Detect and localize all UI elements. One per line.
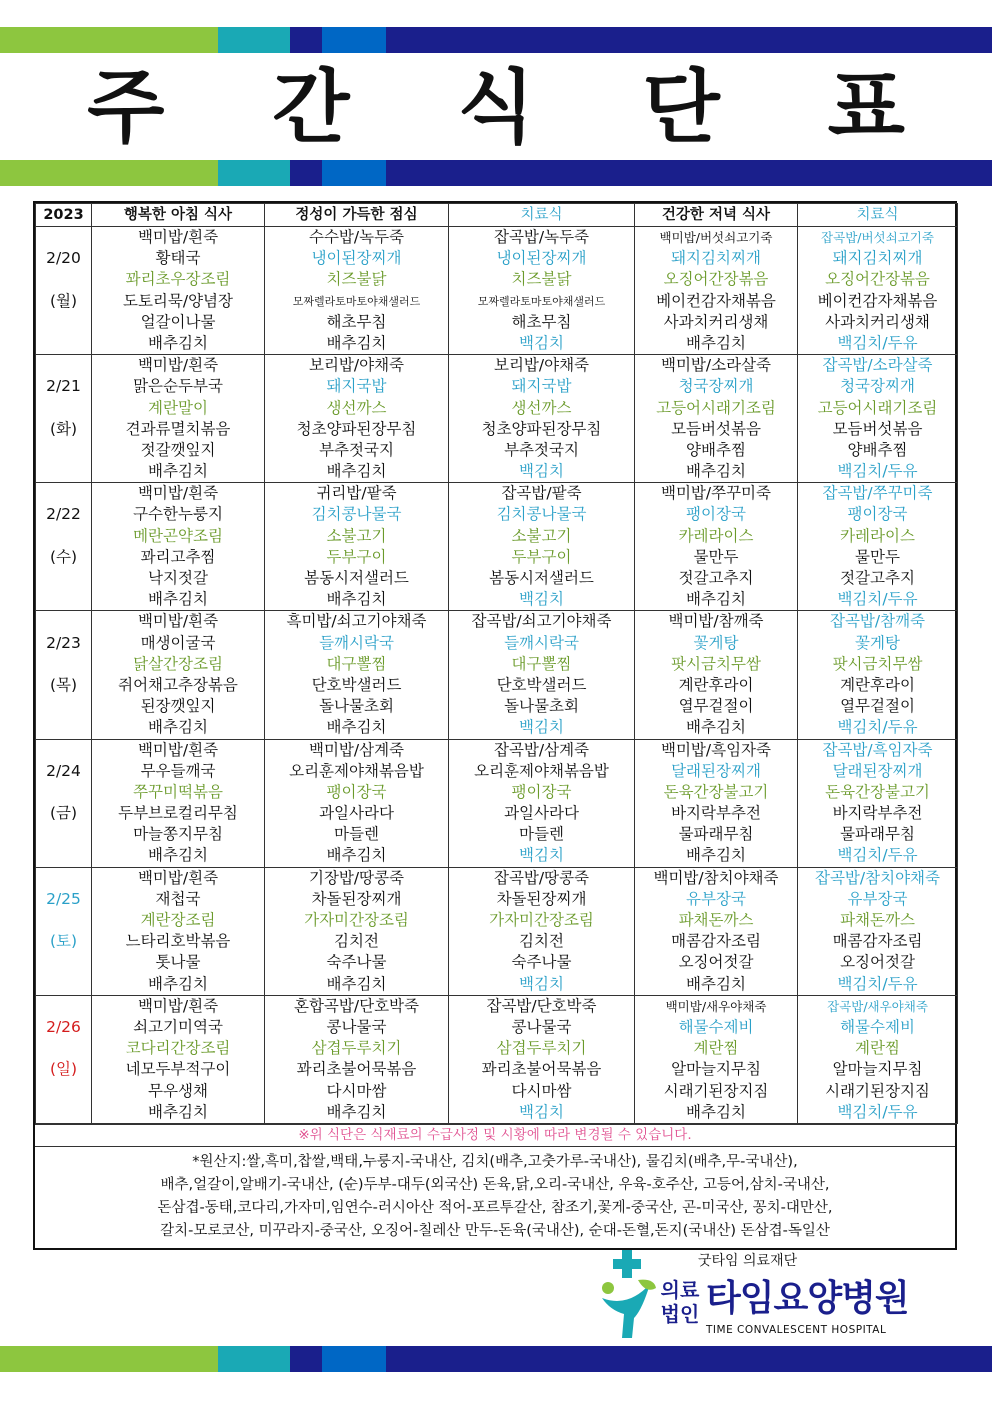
menu-item: 배추김치 — [148, 718, 208, 737]
menu-item: 해물수제비 — [840, 1017, 915, 1036]
menu-item: 무우들깨국 — [140, 761, 216, 780]
header-lunch-therapy: 치료식 — [449, 204, 635, 227]
menu-item: 팽이장국 — [686, 505, 746, 524]
menu-item: 도토리묵/양념장 — [122, 291, 234, 310]
meal-cell — [92, 995, 265, 1123]
menu-item: 두부구이 — [326, 547, 387, 566]
day-weekday: (화) — [49, 419, 78, 438]
menu-item: 백미밥/삼계죽 — [308, 740, 405, 759]
menu-item: 잡곡밥/단호박죽 — [486, 996, 597, 1015]
menu-item: 파채돈까스 — [678, 911, 754, 929]
menu-item: 꽈리초불어묵볶음 — [296, 1060, 417, 1079]
day-row — [36, 355, 958, 483]
menu-item: 코다리간장조림 — [125, 1039, 231, 1058]
day-date: 2/22 — [46, 505, 81, 524]
menu-item: 다시마쌈 — [326, 1081, 387, 1100]
menu-item: 팽이장국 — [511, 782, 572, 801]
menu-item: 계란말이 — [148, 398, 208, 417]
menu-item: 잡곡밥/참깨죽 — [829, 612, 926, 631]
menu-item: 물만두 — [855, 547, 900, 566]
menu-item: 백미밥/흰죽 — [137, 740, 219, 759]
menu-item: 부추젓국지 — [504, 440, 579, 459]
menu-item: 팟시금치무쌈 — [671, 654, 761, 673]
menu-item: 청초양파된장무침 — [296, 419, 417, 438]
day-cell — [36, 611, 92, 739]
menu-item: 돈육간장불고기 — [825, 782, 930, 801]
menu-item: 귀리밥/팥죽 — [316, 484, 397, 503]
menu-item: 파채돈까스 — [840, 911, 915, 929]
menu-item: 돼지국밥 — [326, 377, 387, 396]
menu-item: 시래기된장지짐 — [825, 1081, 930, 1100]
meal-cell — [798, 227, 958, 355]
menu-item: 백미밥/흰죽 — [137, 612, 219, 631]
menu-item: 쥐어채고추장볶음 — [118, 675, 238, 694]
menu-item: 마늘쫑지무침 — [133, 825, 223, 844]
menu-item: 배추김치 — [686, 974, 746, 993]
meal-cell — [798, 995, 958, 1123]
menu-item: 쭈꾸미떡볶음 — [133, 782, 223, 801]
menu-item: 배추김치 — [686, 718, 746, 737]
menu-item: 바지락부추전 — [671, 804, 761, 823]
menu-item: 청국장찌개 — [678, 377, 754, 396]
menu-item: 카레라이스 — [678, 526, 754, 545]
foundation-name: 굿타임 의료재단 — [698, 1253, 798, 1269]
meal-cell — [449, 995, 635, 1123]
menu-item: 젓갈고추지 — [678, 569, 754, 587]
menu-item: 사과치커리생채 — [663, 312, 769, 331]
table-header-row — [36, 204, 958, 227]
menu-item: 유부장국 — [686, 889, 746, 908]
meal-cell — [798, 611, 958, 739]
meal-cell — [635, 355, 798, 483]
meal-cell — [449, 867, 635, 995]
menu-item: 돈육간장불고기 — [663, 782, 769, 801]
menu-item: 매콤감자조림 — [671, 932, 761, 951]
menu-item: 계란찜 — [693, 1039, 739, 1058]
menu-item: 백김치 — [519, 590, 564, 609]
meal-cell — [449, 483, 635, 611]
menu-item: 혼합곡밥/단호박죽 — [293, 996, 419, 1015]
origin-info — [35, 1146, 955, 1248]
menu-item: 백김치 — [519, 718, 564, 737]
day-row — [36, 483, 958, 611]
menu-item: 돼지국밥 — [511, 377, 572, 396]
day-row — [36, 611, 958, 739]
menu-item: 계란찜 — [855, 1039, 900, 1058]
menu-item: 배추김치 — [148, 1102, 208, 1121]
day-weekday: (목) — [49, 675, 78, 694]
menu-item: 가자미간장조림 — [304, 911, 409, 929]
menu-item: 견과류멸치볶음 — [125, 419, 231, 438]
day-cell — [36, 995, 92, 1123]
menu-item: 얼갈이나물 — [140, 312, 216, 331]
menu-item: 돌나물초회 — [504, 697, 579, 716]
menu-item: 봄동시저샐러드 — [304, 569, 409, 587]
menu-item: 톳나물 — [155, 953, 201, 972]
menu-item: 삼겹두루치기 — [496, 1039, 587, 1058]
menu-item: 계란후라이 — [840, 675, 915, 694]
menu-item: 양배추찜 — [847, 440, 908, 459]
origin-line: 배추,얼갈이,알배기-국내산, (순)두부-대두(외국산) 돈육,닭,오리-국내산, 우육-호주산, 고등어,삼치-국내산, — [160, 1176, 830, 1193]
menu-item: 젓갈깻잎지 — [140, 440, 216, 459]
menu-item: 모짜렐라토마토야채샐러드 — [477, 294, 606, 308]
menu-item: 백미밥/흰죽 — [137, 484, 219, 503]
hospital-logo — [598, 1248, 968, 1340]
menu-item: 꽃게탕 — [855, 633, 900, 652]
menu-item: 냉이된장찌개 — [311, 249, 402, 268]
menu-item: 배추김치 — [686, 462, 746, 481]
meal-cell — [265, 483, 449, 611]
meal-cell — [798, 355, 958, 483]
menu-item: 알마늘지무침 — [671, 1060, 761, 1079]
notice-text: ※위 식단은 식재료의 수급사정 및 시황에 따라 변경될 수 있습니다. — [35, 1124, 955, 1146]
menu-item: 삼겹두루치기 — [311, 1039, 402, 1058]
day-weekday: (일) — [49, 1060, 78, 1079]
hospital-name: 타임요양병원 — [706, 1278, 909, 1319]
menu-item: 콩나물국 — [511, 1017, 572, 1036]
meal-cell — [635, 739, 798, 867]
menu-item: 백미밥/흰죽 — [137, 356, 219, 375]
meal-cell — [265, 355, 449, 483]
menu-item: 두부브로컬리무침 — [118, 804, 238, 823]
meal-cell — [92, 227, 265, 355]
menu-item: 시래기된장지짐 — [663, 1081, 769, 1100]
menu-item: 계란후라이 — [678, 675, 754, 694]
header-year: 2023 — [36, 204, 92, 227]
menu-item: 백김치/두유 — [837, 974, 918, 993]
meal-cell — [92, 867, 265, 995]
menu-item: 다시마쌈 — [511, 1081, 572, 1100]
menu-item: 팟시금치무쌈 — [832, 654, 923, 673]
menu-item: 잡곡밥/버섯쇠고기죽 — [821, 230, 934, 245]
menu-item: 해초무침 — [511, 312, 572, 331]
menu-item: 계란장조림 — [140, 911, 216, 929]
menu-item: 유부장국 — [847, 889, 908, 908]
meal-cell — [92, 483, 265, 611]
day-row — [36, 995, 958, 1123]
menu-item: 느타리호박볶음 — [125, 932, 231, 951]
menu-item: 김치전 — [519, 932, 564, 951]
menu-item: 배추김치 — [686, 590, 746, 609]
day-date: 2/20 — [46, 249, 81, 268]
header-breakfast: 행복한 아침 식사 — [92, 204, 265, 227]
menu-item: 배추김치 — [686, 333, 746, 352]
day-cell — [36, 483, 92, 611]
meal-cell — [635, 483, 798, 611]
day-date: 2/26 — [46, 1017, 81, 1036]
meal-cell — [92, 611, 265, 739]
menu-item: 콩나물국 — [326, 1017, 387, 1036]
hospital-cross-person-icon — [598, 1248, 658, 1340]
day-date: 2/23 — [46, 633, 81, 652]
menu-item: 백미밥/흑임자죽 — [660, 740, 772, 759]
menu-item: 단호박샐러드 — [496, 675, 587, 694]
menu-item: 잡곡밥/새우야채죽 — [827, 998, 928, 1014]
day-cell — [36, 227, 92, 355]
menu-item: 맑은순두부국 — [133, 377, 223, 396]
menu-item: 돌나물초회 — [319, 697, 394, 716]
menu-item: 백김치/두유 — [837, 590, 918, 609]
menu-item: 과일사라다 — [319, 804, 394, 823]
menu-item: 황태국 — [155, 249, 201, 268]
menu-item: 잡곡밥/녹두죽 — [493, 228, 590, 246]
menu-item: 김치전 — [334, 932, 379, 951]
day-row — [36, 227, 958, 355]
meal-cell — [265, 611, 449, 739]
menu-item: 들깨시락국 — [504, 633, 579, 652]
menu-item: 오징어젓갈 — [840, 953, 915, 972]
menu-item: 김치콩나물국 — [496, 505, 587, 524]
menu-item: 오리훈제야채볶음밥 — [289, 761, 424, 780]
menu-item: 배추김치 — [326, 846, 387, 865]
menu-item: 배추김치 — [148, 974, 208, 993]
menu-item: 소불고기 — [326, 526, 387, 545]
day-date: 2/24 — [46, 761, 81, 780]
meal-cell — [265, 995, 449, 1123]
menu-item: 숙주나물 — [326, 953, 387, 972]
meal-cell — [92, 739, 265, 867]
day-row — [36, 739, 958, 867]
menu-item: 단호박샐러드 — [311, 675, 402, 694]
menu-item: 배추김치 — [326, 718, 387, 737]
menu-item: 치즈불닭 — [326, 270, 387, 289]
menu-item: 카레라이스 — [840, 526, 915, 545]
origin-line: *원산지:쌀,흑미,찹쌀,백태,누룽지-국내산, 김치(배추,고춧가루-국내산), 물김치(배추,무-국내산), — [192, 1153, 798, 1170]
menu-item: 물만두 — [693, 547, 739, 566]
menu-item: 매생이굴국 — [140, 633, 216, 652]
menu-item: 백미밥/참깨죽 — [668, 612, 764, 631]
day-date: 2/25 — [46, 889, 81, 908]
menu-item: 잡곡밥/삼계죽 — [493, 740, 590, 759]
menu-item: 잡곡밥/쇠고기야채죽 — [471, 612, 612, 631]
menu-item: 치즈불닭 — [511, 270, 572, 289]
menu-item: 낙지젓갈 — [148, 569, 208, 587]
menu-item: 배추김치 — [326, 590, 387, 609]
menu-item: 대구뽈찜 — [326, 654, 387, 673]
menu-item: 매콤감자조림 — [832, 932, 923, 951]
menu-item: 숙주나물 — [511, 953, 572, 972]
menu-item: 차돌된장찌개 — [311, 889, 402, 908]
menu-item: 배추김치 — [686, 846, 746, 865]
menu-item: 꽃게탕 — [693, 633, 739, 652]
menu-item: 보리밥/야채죽 — [308, 356, 405, 375]
meal-cell — [265, 739, 449, 867]
menu-item: 소불고기 — [511, 526, 572, 545]
meal-cell — [635, 867, 798, 995]
origin-line: 갈치-모로코산, 미꾸라지-중국산, 오징어-칠레산 만두-돈육(국내산), 순대-돈혈,돈지(국내산) 돈삼겹-독일산 — [160, 1222, 830, 1239]
menu-item: 배추김치 — [148, 846, 208, 865]
day-cell — [36, 355, 92, 483]
header-dinner: 건강한 저녁 식사 — [635, 204, 798, 227]
hospital-english-name: TIME CONVALESCENT HOSPITAL — [706, 1324, 887, 1336]
menu-item: 모듬버섯볶음 — [671, 419, 761, 438]
menu-item: 백미밥/흰죽 — [137, 868, 219, 887]
menu-item: 생선까스 — [326, 398, 387, 417]
menu-item: 백미밥/소라살죽 — [660, 356, 772, 375]
menu-item: 과일사라다 — [504, 804, 579, 823]
menu-item: 사과치커리생채 — [825, 312, 930, 331]
day-weekday: (금) — [49, 804, 78, 823]
menu-item: 백김치 — [519, 974, 564, 993]
menu-item: 고등어시래기조림 — [656, 398, 776, 417]
menu-item: 바지락부추전 — [832, 804, 923, 823]
menu-item: 알마늘지무침 — [832, 1060, 923, 1079]
menu-item: 배추김치 — [148, 590, 208, 609]
menu-item: 돼지김치찌개 — [832, 249, 923, 268]
meal-cell — [635, 227, 798, 355]
menu-item: 백김치/두유 — [837, 462, 918, 481]
header-dinner-therapy: 치료식 — [798, 204, 958, 227]
menu-item: 달래된장찌개 — [671, 761, 761, 780]
meal-cell — [449, 355, 635, 483]
menu-item: 부추젓국지 — [319, 440, 394, 459]
menu-item: 해물수제비 — [678, 1017, 754, 1036]
menu-item: 두부구이 — [511, 547, 572, 566]
menu-item: 백김치 — [519, 846, 564, 865]
menu-item: 모듬버섯볶음 — [832, 419, 923, 438]
menu-item: 가자미간장조림 — [489, 911, 594, 929]
day-weekday: (수) — [49, 547, 78, 566]
menu-item: 대구뽈찜 — [511, 654, 572, 673]
menu-item: 꽈리초불어묵볶음 — [481, 1060, 602, 1079]
day-row — [36, 867, 958, 995]
menu-item: 냉이된장찌개 — [496, 249, 587, 268]
meal-cell — [92, 355, 265, 483]
meal-cell — [265, 227, 449, 355]
meal-cell — [798, 739, 958, 867]
day-date: 2/21 — [46, 377, 81, 396]
day-weekday: (월) — [49, 291, 78, 310]
menu-item: 배추김치 — [326, 462, 387, 481]
menu-item: 닭살간장조림 — [133, 654, 223, 673]
menu-item: 배추김치 — [326, 974, 387, 993]
menu-item: 잡곡밥/땅콩죽 — [493, 868, 590, 887]
menu-item: 열무겉절이 — [678, 697, 754, 716]
menu-item: 달래된장찌개 — [832, 761, 923, 780]
corp-label: 의료 법인 — [660, 1278, 700, 1326]
menu-item: 봄동시저샐러드 — [489, 569, 594, 587]
menu-item: 잡곡밥/소라살죽 — [822, 356, 933, 375]
menu-item: 차돌된장찌개 — [496, 889, 587, 908]
menu-item: 배추김치 — [326, 1102, 387, 1121]
menu-item: 백김치 — [519, 462, 564, 481]
page-title: 주 간 식 단 표 — [87, 61, 945, 154]
menu-item: 김치콩나물국 — [311, 505, 402, 524]
menu-item: 모짜렐라토마토야채샐러드 — [292, 294, 421, 308]
menu-item: 꽈리초우장조림 — [125, 270, 231, 289]
meal-cell — [449, 739, 635, 867]
menu-item: 고등어시래기조림 — [817, 398, 938, 417]
menu-item: 청초양파된장무침 — [481, 419, 602, 438]
meal-cell — [635, 995, 798, 1123]
menu-item: 생선까스 — [511, 398, 572, 417]
menu-item: 돼지김치찌개 — [671, 249, 761, 268]
menu-item: 배추김치 — [148, 462, 208, 481]
menu-item: 물파래무침 — [678, 825, 754, 844]
meal-cell — [635, 611, 798, 739]
menu-item: 백미밥/흰죽 — [137, 228, 219, 246]
menu-item: 잡곡밥/흑임자죽 — [822, 740, 933, 759]
menu-item: 오리훈제야채볶음밥 — [474, 761, 609, 780]
menu-item: 해초무침 — [326, 312, 387, 331]
menu-item: 배추김치 — [148, 333, 208, 352]
menu-item: 수수밥/녹두죽 — [308, 228, 405, 246]
menu-item: 양배추찜 — [686, 440, 746, 459]
menu-item: 잡곡밥/팥죽 — [501, 484, 582, 503]
meal-cell — [449, 227, 635, 355]
menu-item: 잡곡밥/참치야채죽 — [814, 868, 940, 887]
menu-item: 기장밥/땅콩죽 — [308, 868, 405, 887]
menu-item: 물파래무침 — [840, 825, 915, 844]
menu-item: 백김치 — [519, 333, 564, 352]
menu-item: 백김치/두유 — [837, 846, 918, 865]
meal-cell — [265, 867, 449, 995]
menu-item: 팽이장국 — [326, 782, 387, 801]
menu-item: 배추김치 — [686, 1102, 746, 1121]
menu-item: 재첩국 — [155, 889, 201, 908]
menu-item: 청국장찌개 — [840, 377, 915, 396]
menu-item: 들깨시락국 — [319, 633, 394, 652]
menu-item: 젓갈고추지 — [840, 569, 915, 587]
menu-item: 메란곤약조림 — [133, 526, 223, 545]
menu-item: 백미밥/흰죽 — [137, 996, 219, 1015]
meal-cell — [798, 483, 958, 611]
menu-item: 백미밥/버섯쇠고기죽 — [659, 230, 773, 245]
menu-item: 네모두부적구이 — [125, 1060, 231, 1079]
menu-item: 보리밥/야채죽 — [493, 356, 590, 375]
menu-item: 백미밥/새우야채죽 — [665, 998, 767, 1014]
header-lunch: 정성이 가득한 점심 — [265, 204, 449, 227]
meal-cell — [798, 867, 958, 995]
menu-item: 오징어간장볶음 — [825, 270, 930, 289]
menu-item: 흑미밥/쇠고기야채죽 — [286, 612, 427, 631]
menu-item: 백미밥/쭈꾸미죽 — [660, 484, 772, 503]
menu-item: 베이컨감자채볶음 — [817, 291, 938, 310]
menu-item: 된장깻잎지 — [140, 697, 216, 716]
menu-item: 백김치/두유 — [837, 333, 918, 352]
menu-item: 백김치 — [519, 1102, 564, 1121]
origin-line: 돈삼겹-동태,코다리,가자미,임연수-러시아산 적어-포르투갈산, 참조기,꽃게-중국산, 곤-미국산, 꽁치-대만산, — [157, 1199, 833, 1216]
menu-item: 백김치/두유 — [837, 718, 918, 737]
menu-item: 마들렌 — [519, 825, 564, 844]
menu-item: 잡곡밥/쭈꾸미죽 — [822, 484, 933, 503]
meal-cell — [449, 611, 635, 739]
menu-item: 구수한누룽지 — [133, 505, 223, 524]
bottom-stripe — [0, 1346, 992, 1372]
title-stripe — [0, 160, 992, 186]
menu-item: 쇠고기미역국 — [133, 1017, 223, 1036]
menu-item: 백미밥/참치야채죽 — [653, 868, 779, 887]
top-stripe — [0, 27, 992, 53]
menu-item: 팽이장국 — [847, 505, 908, 524]
weekly-menu-table — [33, 201, 957, 1250]
menu-item: 꽈리고추찜 — [140, 547, 216, 566]
menu-item: 오징어간장볶음 — [663, 270, 769, 289]
menu-item: 배추김치 — [326, 333, 387, 352]
day-cell — [36, 739, 92, 867]
day-cell — [36, 867, 92, 995]
menu-item: 열무겉절이 — [840, 697, 915, 716]
menu-item: 오징어젓갈 — [678, 953, 754, 972]
day-weekday: (토) — [49, 932, 78, 951]
menu-item: 백김치/두유 — [837, 1102, 918, 1121]
menu-item: 마들렌 — [334, 825, 379, 844]
menu-item: 무우생채 — [148, 1081, 208, 1100]
menu-item: 베이컨감자채볶음 — [656, 291, 776, 310]
